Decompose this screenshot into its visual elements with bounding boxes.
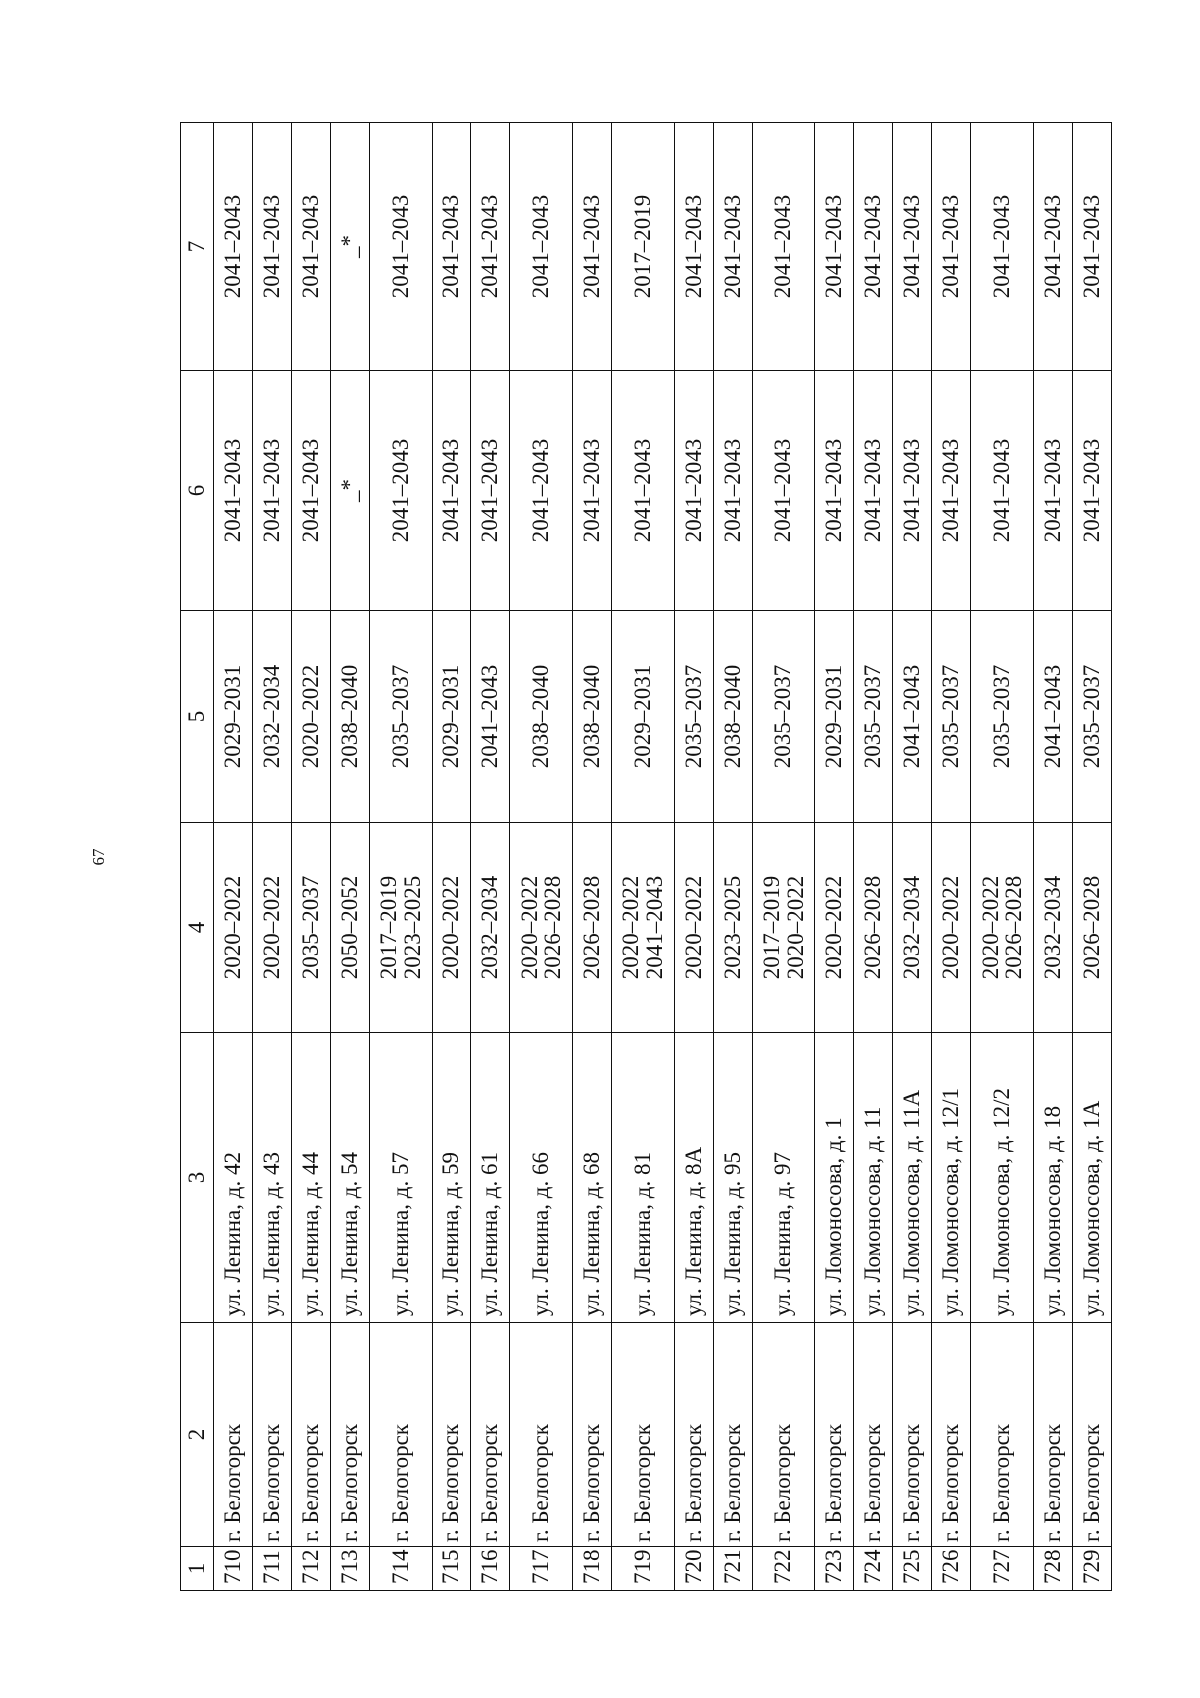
period-col7-cell: 2041–2043	[214, 123, 253, 371]
period-col4-cell: 2020–2022	[815, 823, 854, 1033]
city-cell: г. Белогорск	[369, 1323, 432, 1547]
period-col6-cell: 2041–2043	[432, 371, 471, 611]
period-col7-cell: 2041–2043	[815, 123, 854, 371]
period-col6-cell: 2041–2043	[612, 371, 675, 611]
period-col5-cell: 2035–2037	[932, 611, 971, 823]
period-col7-cell: 2041–2043	[471, 123, 510, 371]
table-row	[1072, 123, 1111, 1591]
address-cell: ул. Ломоносова, д. 11	[854, 1033, 893, 1323]
period-col6-cell: 2041–2043	[369, 371, 432, 611]
period-col6-cell: 2041–2043	[971, 371, 1034, 611]
period-col6-cell: 2041–2043	[471, 371, 510, 611]
period-col7-cell: _*	[330, 123, 369, 371]
row-number-cell: 715	[432, 1547, 471, 1591]
table-row	[815, 123, 854, 1591]
period-col4-cell: 2032–2034	[471, 823, 510, 1033]
address-cell: ул. Ломоносова, д. 12/1	[932, 1033, 971, 1323]
row-number-cell: 711	[252, 1547, 291, 1591]
period-col4-cell: 2032–2034	[1033, 823, 1072, 1033]
period-col6-cell: 2041–2043	[1033, 371, 1072, 611]
column-header: 1	[181, 1547, 214, 1591]
table-row	[1033, 123, 1072, 1591]
schedule-table	[180, 122, 1112, 1591]
period-col7-cell: 2041–2043	[854, 123, 893, 371]
period-col5-cell: 2035–2037	[674, 611, 713, 823]
address-cell: ул. Ленина, д. 95	[713, 1033, 752, 1323]
period-col5-cell: 2041–2043	[893, 611, 932, 823]
period-col6-cell: 2041–2043	[291, 371, 330, 611]
table-row	[432, 123, 471, 1591]
row-number-cell: 726	[932, 1547, 971, 1591]
table-row	[471, 123, 510, 1591]
table-header-row	[181, 123, 214, 1591]
column-header: 3	[181, 1033, 214, 1323]
period-col5-cell: 2035–2037	[1072, 611, 1111, 823]
period-col6-cell: 2041–2043	[815, 371, 854, 611]
period-col6-cell: 2041–2043	[252, 371, 291, 611]
page-number: 67	[89, 848, 108, 866]
period-col7-cell: 2017–2019	[612, 123, 675, 371]
period-col7-cell: 2041–2043	[252, 123, 291, 371]
row-number-cell: 728	[1033, 1547, 1072, 1591]
period-col6-cell: 2041–2043	[854, 371, 893, 611]
city-cell: г. Белогорск	[1072, 1323, 1111, 1547]
address-cell: ул. Ленина, д. 8А	[674, 1033, 713, 1323]
period-col6-cell: 2041–2043	[214, 371, 253, 611]
period-col4-cell: 2020–2022	[252, 823, 291, 1033]
city-cell: г. Белогорск	[815, 1323, 854, 1547]
table-row	[932, 123, 971, 1591]
period-col6-cell: 2041–2043	[893, 371, 932, 611]
period-col4-cell: 2026–2028	[854, 823, 893, 1033]
period-col5-cell: 2020–2022	[291, 611, 330, 823]
period-col6-cell: 2041–2043	[573, 371, 612, 611]
city-cell: г. Белогорск	[893, 1323, 932, 1547]
city-cell: г. Белогорск	[330, 1323, 369, 1547]
period-col7-cell: 2041–2043	[369, 123, 432, 371]
period-col5-cell: 2038–2040	[510, 611, 573, 823]
address-cell: ул. Ленина, д. 68	[573, 1033, 612, 1323]
table-row	[510, 123, 573, 1591]
city-cell: г. Белогорск	[252, 1323, 291, 1547]
period-col7-cell: 2041–2043	[510, 123, 573, 371]
table-row	[971, 123, 1034, 1591]
row-number-cell: 721	[713, 1547, 752, 1591]
row-number-cell: 716	[471, 1547, 510, 1591]
period-col5-cell: 2032–2034	[252, 611, 291, 823]
table-row	[369, 123, 432, 1591]
row-number-cell: 727	[971, 1547, 1034, 1591]
row-number-cell: 729	[1072, 1547, 1111, 1591]
city-cell: г. Белогорск	[1033, 1323, 1072, 1547]
period-col4-cell: 2020–2022 2041–2043	[612, 823, 675, 1033]
address-cell: ул. Ленина, д. 54	[330, 1033, 369, 1323]
rotated-table-frame	[180, 123, 1112, 1591]
table-row	[214, 123, 253, 1591]
table-row	[573, 123, 612, 1591]
address-cell: ул. Ленина, д. 44	[291, 1033, 330, 1323]
address-cell: ул. Ленина, д. 66	[510, 1033, 573, 1323]
address-cell: ул. Ленина, д. 81	[612, 1033, 675, 1323]
period-col4-cell: 2032–2034	[893, 823, 932, 1033]
period-col4-cell: 2035–2037	[291, 823, 330, 1033]
row-number-cell: 722	[752, 1547, 815, 1591]
period-col7-cell: 2041–2043	[432, 123, 471, 371]
period-col7-cell: 2041–2043	[932, 123, 971, 371]
period-col4-cell: 2026–2028	[573, 823, 612, 1033]
row-number-cell: 720	[674, 1547, 713, 1591]
table-row	[752, 123, 815, 1591]
period-col4-cell: 2017–2019 2023–2025	[369, 823, 432, 1033]
row-number-cell: 725	[893, 1547, 932, 1591]
city-cell: г. Белогорск	[432, 1323, 471, 1547]
table-row	[330, 123, 369, 1591]
period-col4-cell: 2017–2019 2020–2022	[752, 823, 815, 1033]
city-cell: г. Белогорск	[510, 1323, 573, 1547]
period-col4-cell: 2050–2052	[330, 823, 369, 1033]
period-col5-cell: 2035–2037	[752, 611, 815, 823]
period-col5-cell: 2038–2040	[713, 611, 752, 823]
row-number-cell: 714	[369, 1547, 432, 1591]
period-col4-cell: 2020–2022 2026–2028	[510, 823, 573, 1033]
row-number-cell: 724	[854, 1547, 893, 1591]
row-number-cell: 723	[815, 1547, 854, 1591]
period-col5-cell: 2038–2040	[330, 611, 369, 823]
period-col7-cell: 2041–2043	[893, 123, 932, 371]
city-cell: г. Белогорск	[932, 1323, 971, 1547]
period-col5-cell: 2035–2037	[971, 611, 1034, 823]
table-row	[291, 123, 330, 1591]
table-row	[854, 123, 893, 1591]
address-cell: ул. Ленина, д. 97	[752, 1033, 815, 1323]
period-col4-cell: 2020–2022	[214, 823, 253, 1033]
period-col4-cell: 2020–2022	[674, 823, 713, 1033]
period-col7-cell: 2041–2043	[1033, 123, 1072, 371]
period-col6-cell: 2041–2043	[674, 371, 713, 611]
period-col4-cell: 2026–2028	[1072, 823, 1111, 1033]
period-col5-cell: 2029–2031	[432, 611, 471, 823]
column-header: 5	[181, 611, 214, 823]
period-col6-cell: 2041–2043	[510, 371, 573, 611]
address-cell: ул. Ленина, д. 61	[471, 1033, 510, 1323]
period-col5-cell: 2035–2037	[854, 611, 893, 823]
address-cell: ул. Ленина, д. 57	[369, 1033, 432, 1323]
city-cell: г. Белогорск	[854, 1323, 893, 1547]
table-row	[674, 123, 713, 1591]
period-col7-cell: 2041–2043	[674, 123, 713, 371]
row-number-cell: 712	[291, 1547, 330, 1591]
table-row	[893, 123, 932, 1591]
period-col5-cell: 2041–2043	[471, 611, 510, 823]
period-col6-cell: 2041–2043	[752, 371, 815, 611]
city-cell: г. Белогорск	[612, 1323, 675, 1547]
city-cell: г. Белогорск	[971, 1323, 1034, 1547]
city-cell: г. Белогорск	[291, 1323, 330, 1547]
period-col4-cell: 2020–2022	[432, 823, 471, 1033]
address-cell: ул. Ломоносова, д. 1А	[1072, 1033, 1111, 1323]
period-col4-cell: 2023–2025	[713, 823, 752, 1033]
address-cell: ул. Ленина, д. 59	[432, 1033, 471, 1323]
city-cell: г. Белогорск	[713, 1323, 752, 1547]
column-header: 7	[181, 123, 214, 371]
row-number-cell: 710	[214, 1547, 253, 1591]
city-cell: г. Белогорск	[214, 1323, 253, 1547]
period-col6-cell: 2041–2043	[713, 371, 752, 611]
row-number-cell: 717	[510, 1547, 573, 1591]
column-header: 2	[181, 1323, 214, 1547]
address-cell: ул. Ленина, д. 42	[214, 1033, 253, 1323]
period-col7-cell: 2041–2043	[573, 123, 612, 371]
row-number-cell: 718	[573, 1547, 612, 1591]
period-col6-cell: _*	[330, 371, 369, 611]
period-col4-cell: 2020–2022 2026–2028	[971, 823, 1034, 1033]
row-number-cell: 719	[612, 1547, 675, 1591]
period-col6-cell: 2041–2043	[1072, 371, 1111, 611]
period-col5-cell: 2029–2031	[214, 611, 253, 823]
period-col7-cell: 2041–2043	[713, 123, 752, 371]
table-row	[713, 123, 752, 1591]
period-col7-cell: 2041–2043	[291, 123, 330, 371]
period-col5-cell: 2041–2043	[1033, 611, 1072, 823]
table-row	[252, 123, 291, 1591]
period-col5-cell: 2038–2040	[573, 611, 612, 823]
city-cell: г. Белогорск	[752, 1323, 815, 1547]
row-number-cell: 713	[330, 1547, 369, 1591]
period-col4-cell: 2020–2022	[932, 823, 971, 1033]
address-cell: ул. Ленина, д. 43	[252, 1033, 291, 1323]
table-container	[180, 123, 1112, 1591]
period-col7-cell: 2041–2043	[752, 123, 815, 371]
table-row	[612, 123, 675, 1591]
period-col6-cell: 2041–2043	[932, 371, 971, 611]
column-header: 4	[181, 823, 214, 1033]
address-cell: ул. Ломоносова, д. 11А	[893, 1033, 932, 1323]
period-col5-cell: 2029–2031	[612, 611, 675, 823]
period-col7-cell: 2041–2043	[971, 123, 1034, 371]
period-col5-cell: 2035–2037	[369, 611, 432, 823]
city-cell: г. Белогорск	[471, 1323, 510, 1547]
period-col7-cell: 2041–2043	[1072, 123, 1111, 371]
column-header: 6	[181, 371, 214, 611]
address-cell: ул. Ломоносова, д. 1	[815, 1033, 854, 1323]
city-cell: г. Белогорск	[573, 1323, 612, 1547]
address-cell: ул. Ломоносова, д. 12/2	[971, 1033, 1034, 1323]
city-cell: г. Белогорск	[674, 1323, 713, 1547]
address-cell: ул. Ломоносова, д. 18	[1033, 1033, 1072, 1323]
period-col5-cell: 2029–2031	[815, 611, 854, 823]
